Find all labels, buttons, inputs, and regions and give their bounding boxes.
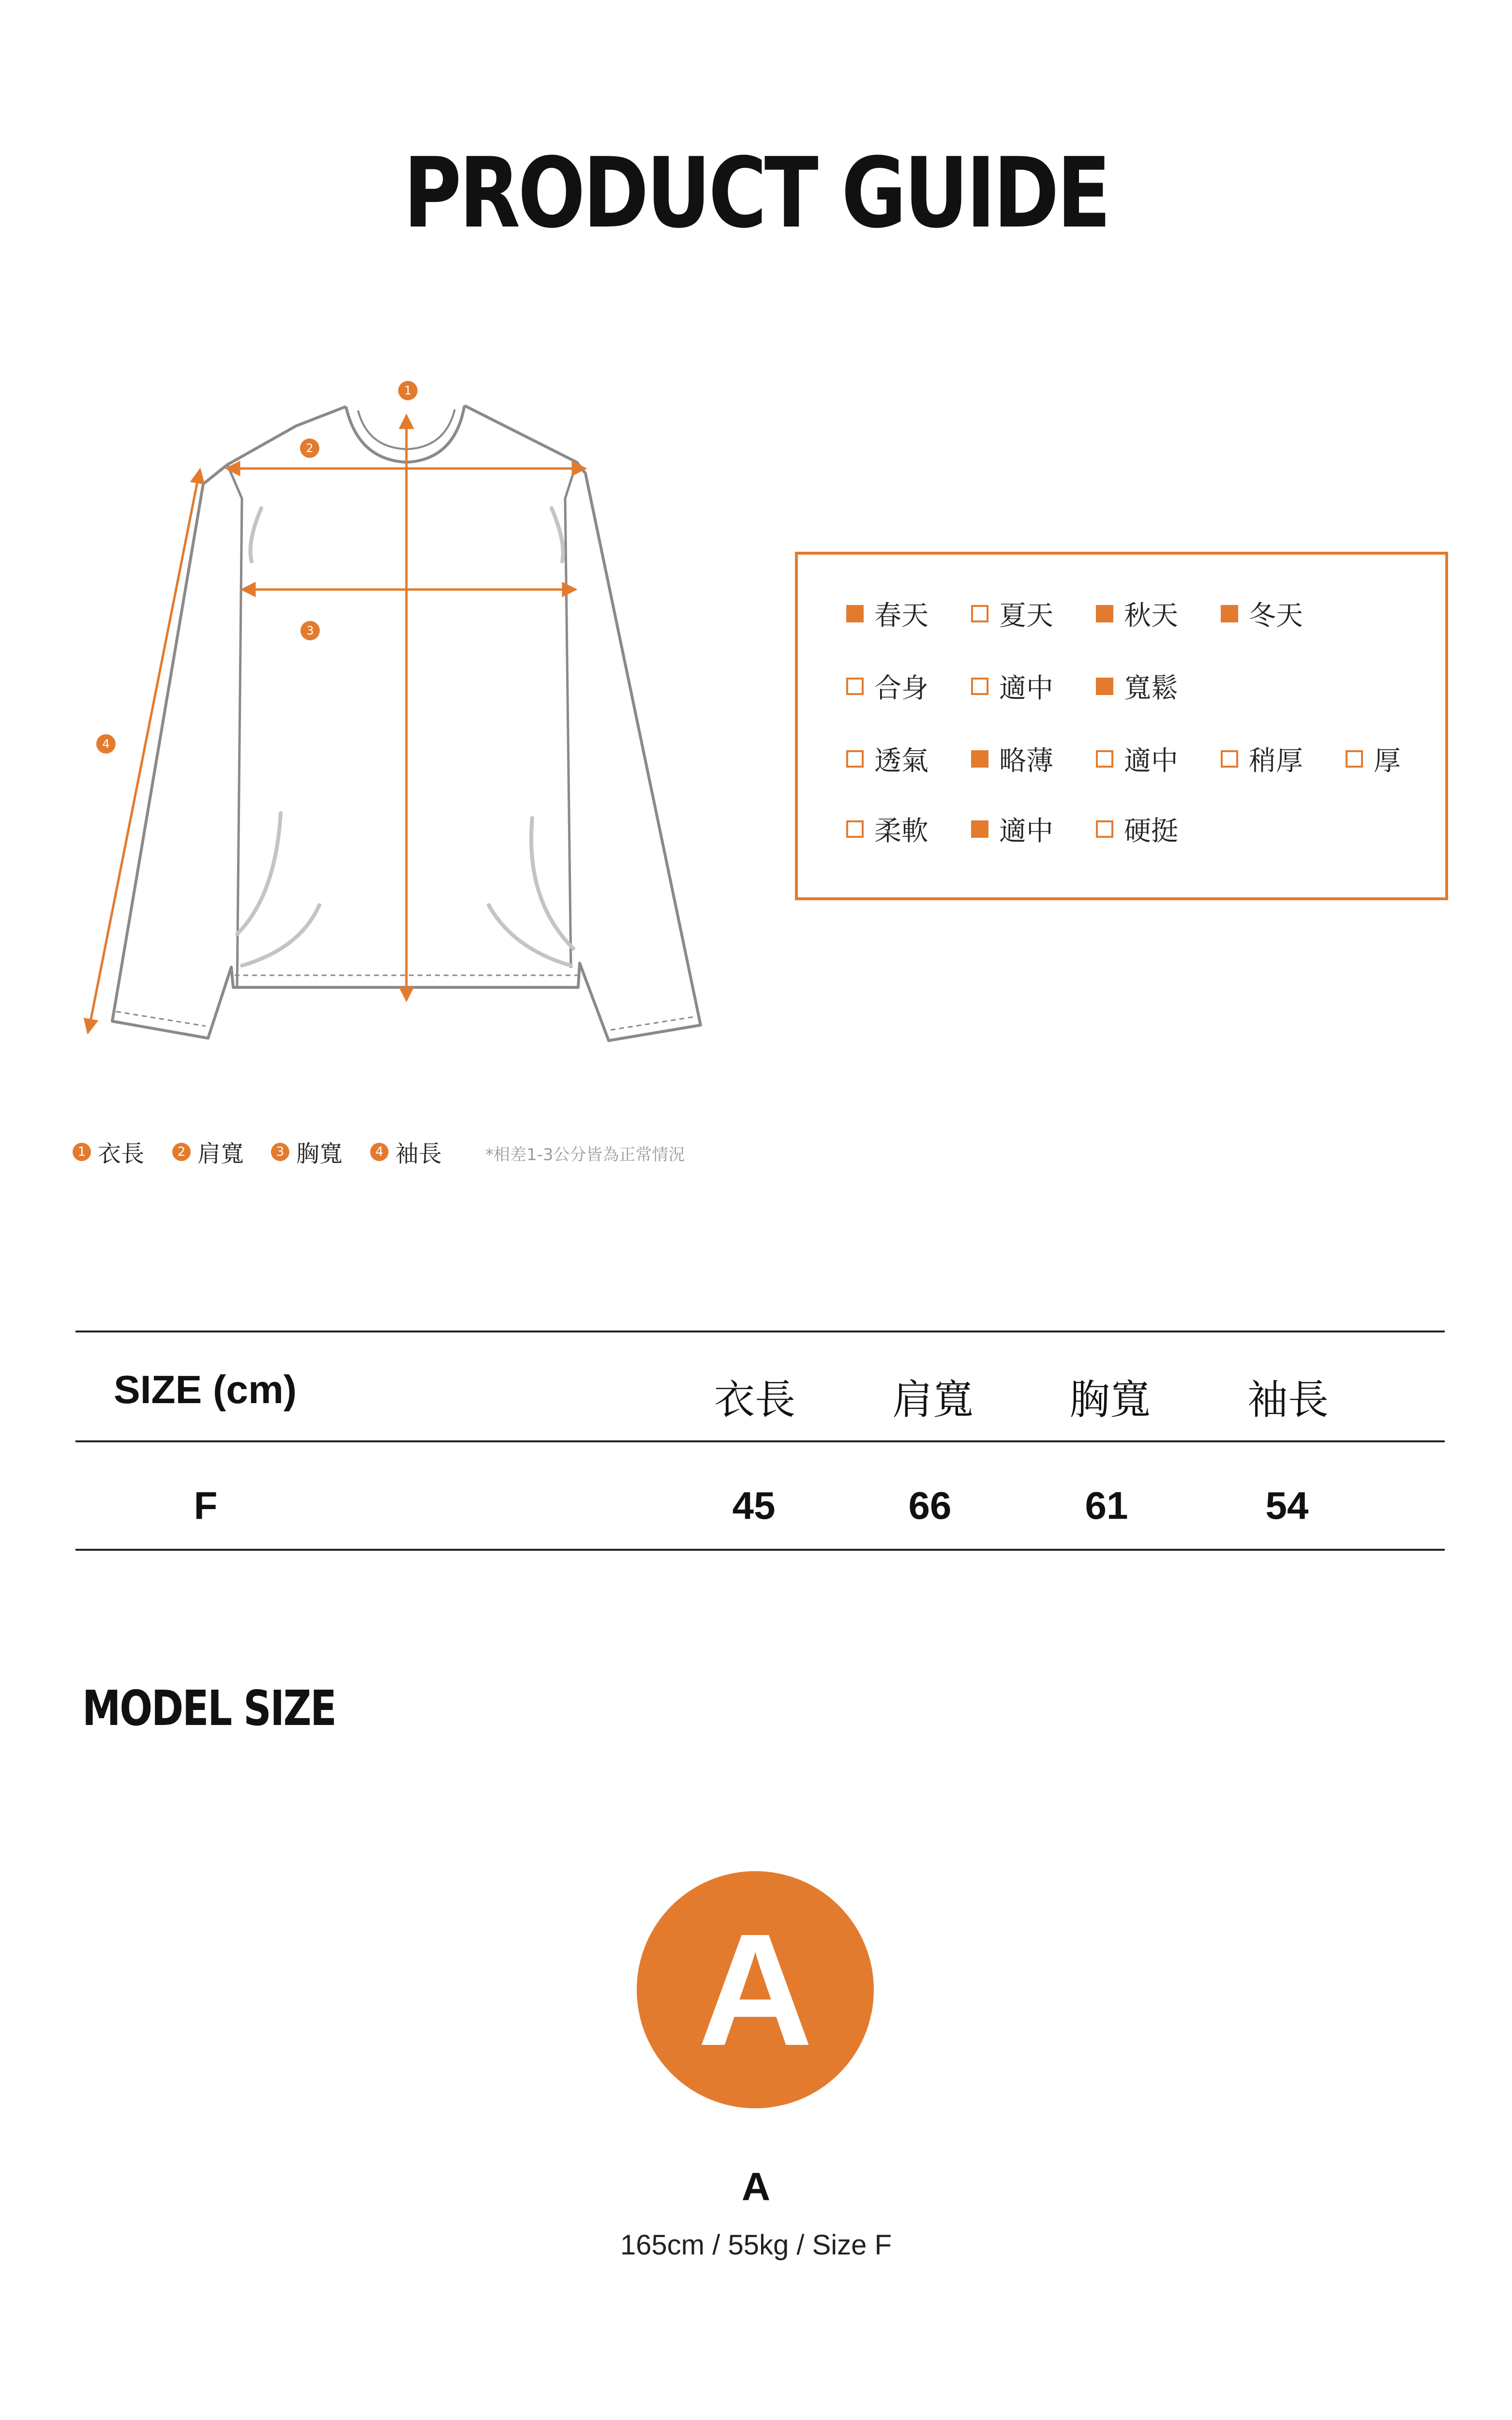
legend-marker-4: 4 [370,1143,389,1161]
legend-label: 袖長 [395,1140,442,1167]
legend-item-shoulder [172,1135,244,1168]
unchecked-box-icon [1096,820,1113,838]
attribute-softness-option [1096,810,1178,848]
fabric-attributes-box [795,552,1448,900]
table-header-rule [75,1440,1445,1442]
attribute-fit-option [971,667,1053,706]
attribute-label: 合身 [874,673,928,704]
unchecked-box-icon [1096,750,1113,768]
legend-marker-1: 1 [73,1143,91,1161]
table-bottom-rule [75,1549,1445,1551]
attribute-label: 寬鬆 [1124,673,1178,704]
attribute-season-option [1096,594,1178,633]
column-header-chest: 胸寬 [1069,1376,1151,1423]
legend-marker-3: 3 [271,1143,289,1161]
attribute-label: 透氣 [874,745,928,777]
checked-box-icon [971,750,988,768]
attribute-label: 硬挺 [1124,816,1178,847]
cell-chest: 61 [1085,1484,1128,1527]
legend-item-sleeve [370,1135,442,1168]
attribute-label: 厚 [1374,745,1401,777]
checked-box-icon [971,820,988,838]
marker-1-label: 1 [404,384,412,397]
legend-label: 胸寬 [296,1140,343,1167]
legend-label: 衣長 [98,1140,145,1167]
unchecked-box-icon [1221,750,1238,768]
unchecked-box-icon [846,750,864,768]
attribute-thickness-option [1346,740,1401,778]
marker-3-label: 3 [306,624,314,637]
legend-item-length [73,1135,144,1168]
attribute-thickness-option [846,740,928,778]
unchecked-box-icon [1346,750,1363,768]
attribute-label: 冬天 [1249,600,1303,632]
column-header-sleeve: 袖長 [1247,1376,1329,1423]
checked-box-icon [846,605,864,622]
model-stats: 165cm / 55kg / Size F [620,2229,892,2261]
marker-2-label: 2 [306,441,314,455]
model-name: A [741,2165,771,2209]
attribute-label: 稍厚 [1249,745,1303,777]
attribute-label: 夏天 [999,600,1053,632]
unchecked-box-icon [846,678,864,695]
page-title: PRODUCT GUIDE [403,137,1109,250]
checked-box-icon [1221,605,1238,622]
attribute-fit-option [1096,667,1178,706]
attribute-thickness-option [1096,740,1178,778]
model-avatar: A [637,1871,874,2108]
garment-measurement-diagram [77,368,721,1055]
attribute-label: 適中 [1124,745,1178,777]
unchecked-box-icon [846,820,864,838]
cell-sleeve: 54 [1265,1484,1309,1527]
attribute-season-option [1221,594,1303,633]
marker-4-label: 4 [102,737,110,751]
model-size-title: MODEL SIZE [82,1680,336,1737]
column-header-length: 衣長 [714,1376,795,1423]
attribute-thickness-option [1221,740,1303,778]
checked-box-icon [1096,605,1113,622]
row-size-cell: F [194,1484,218,1527]
attribute-label: 適中 [999,673,1053,704]
legend-item-chest [271,1135,343,1168]
legend-label: 肩寬 [197,1140,244,1167]
attribute-softness-option [971,810,1053,848]
attribute-season-option [971,594,1053,633]
attribute-label: 適中 [999,816,1053,847]
size-table-header-label: SIZE (cm) [114,1368,297,1412]
attribute-label: 秋天 [1124,600,1178,632]
table-top-rule [75,1331,1445,1332]
attribute-label: 略薄 [999,745,1053,777]
cell-shoulder: 66 [908,1484,952,1527]
column-header-shoulder: 肩寬 [892,1376,973,1423]
attribute-label: 柔軟 [874,816,928,847]
attribute-season-option [846,594,928,633]
unchecked-box-icon [971,678,988,695]
attribute-label: 春天 [874,600,928,632]
attribute-softness-option [846,810,928,848]
unchecked-box-icon [971,605,988,622]
attribute-fit-option [846,667,928,706]
cell-length: 45 [732,1484,776,1527]
legend-marker-2: 2 [172,1143,191,1161]
tolerance-note: *相差1-3公分皆為正常情況 [485,1145,685,1165]
checked-box-icon [1096,678,1113,695]
attribute-thickness-option [971,740,1053,778]
